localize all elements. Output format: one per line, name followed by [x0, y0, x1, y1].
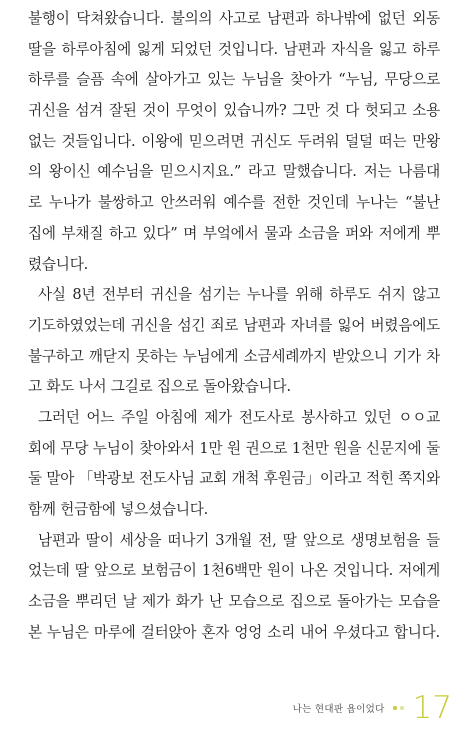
dot-icon: [400, 706, 404, 710]
text-line: 딸을 하루아침에 잃게 되었던 것입니다. 남편과 자식을 잃고 하루: [28, 40, 440, 58]
text-line: 회에 무당 누님이 찾아와서 1만 원 권으로 1천만 원을 신문지에 둘: [28, 439, 440, 457]
text-line: 함께 헌금함에 넣으셨습니다.: [28, 501, 209, 518]
text-line: 의 왕이신 예수님을 믿으시지요.” 라고 말했습니다. 저는 나름대: [28, 163, 440, 181]
text-line: 없는 것들입니다. 이왕에 믿으려면 귀신도 두려워 덜덜 떠는 만왕: [28, 132, 440, 150]
text-line: 하루를 슬픔 속에 살아가고 있는 누님을 찾아가 “누님, 무당으로: [28, 71, 440, 89]
text-line: 그러던 어느 주일 아침에 제가 전도사로 봉사하고 있던 ㅇㅇ교: [38, 408, 440, 426]
page-footer: [293, 688, 452, 728]
text-line: 불구하고 깨닫지 못하는 누님에게 소금세례까지 받았으니 기가 차: [28, 347, 440, 365]
text-line: 불행이 닥쳐왔습니다. 불의의 사고로 남편과 하나밖에 없던 외동: [28, 10, 440, 27]
text-line: 로 누나가 불쌍하고 안쓰러워 예수를 전한 것인데 누나는 “불난: [28, 194, 440, 212]
text-line: 렸습니다.: [28, 255, 89, 273]
page-number: 17: [412, 689, 452, 726]
body-text: [28, 4, 440, 648]
footer-dots-icon: [393, 706, 407, 710]
text-line: 본 누님은 마루에 걸터앉아 혼자 엉엉 소리 내어 우셨다고 합니다.: [28, 623, 440, 641]
text-line: 귀신을 섬겨 잘된 것이 무엇이 있습니까? 그만 것 다 헛되고 소용: [28, 102, 440, 120]
dot-icon: [393, 706, 397, 710]
running-title: 나는 현대판 욥이었다: [292, 704, 385, 715]
text-line: 고 화도 나서 그길로 집으로 돌아왔습니다.: [28, 378, 291, 396]
text-line: 기도하였었는데 귀신을 섬긴 죄로 남편과 자녀를 잃어 버렸음에도: [28, 316, 440, 334]
text-line: 집에 부채질 하고 있다” 며 부엌에서 물과 소금을 퍼와 저에게 뿌: [28, 224, 440, 242]
text-line: 남편과 딸이 세상을 떠나기 3개월 전, 딸 앞으로 생명보험을 들: [38, 531, 440, 549]
text-line: 사실 8년 전부터 귀신을 섬기는 누나를 위해 하루도 쉬지 않고: [38, 286, 440, 304]
text-line: 둘 말아 「박광보 전도사님 교회 개척 후원금」이라고 적힌 쪽지와: [28, 470, 440, 488]
text-line: 소금을 뿌리던 날 제가 화가 난 모습으로 집으로 돌아가는 모습을: [28, 593, 440, 611]
text-line: 었는데 딸 앞으로 보험금이 1천6백만 원이 나온 것입니다. 저에게: [28, 562, 440, 580]
